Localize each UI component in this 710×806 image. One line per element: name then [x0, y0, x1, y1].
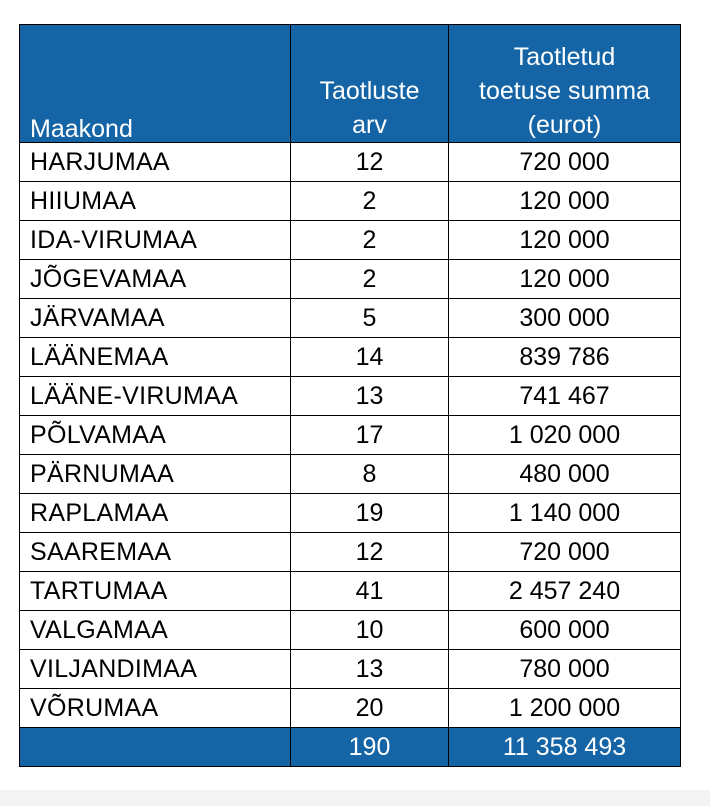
table-row: [20, 182, 681, 221]
county-cell: TARTUMAA: [20, 572, 291, 611]
applications-cell: 12: [291, 533, 449, 572]
table-row: [20, 611, 681, 650]
applications-cell: 41: [291, 572, 449, 611]
applications-cell: 19: [291, 494, 449, 533]
total-applications-cell: 190: [291, 728, 449, 767]
county-cell: IDA-VIRUMAA: [20, 221, 291, 260]
table-footer: [20, 728, 681, 767]
county-header-label: Maakond: [30, 115, 133, 143]
table-row: [20, 338, 681, 377]
county-cell: JÕGEVAMAA: [20, 260, 291, 299]
amount-cell: 120 000: [449, 182, 681, 221]
amount-cell: 480 000: [449, 455, 681, 494]
totals-row: [20, 728, 681, 767]
applications-header-line-2: arv: [352, 111, 387, 139]
amount-cell: 300 000: [449, 299, 681, 338]
amount-cell: 1 200 000: [449, 689, 681, 728]
county-cell: LÄÄNE-VIRUMAA: [20, 377, 291, 416]
amount-cell: 600 000: [449, 611, 681, 650]
county-cell: RAPLAMAA: [20, 494, 291, 533]
applications-cell: 2: [291, 260, 449, 299]
table-header: [20, 25, 681, 143]
amount-header-line-1: Taotletud: [513, 43, 616, 71]
amount-cell: 720 000: [449, 143, 681, 182]
amount-cell: 720 000: [449, 533, 681, 572]
applications-cell: 14: [291, 338, 449, 377]
table-row: [20, 572, 681, 611]
table-body: [20, 143, 681, 728]
table-row: [20, 689, 681, 728]
county-cell: HIIUMAA: [20, 182, 291, 221]
table-row: [20, 143, 681, 182]
amount-cell: 839 786: [449, 338, 681, 377]
amount-cell: 1 140 000: [449, 494, 681, 533]
totals-county-cell: [20, 728, 291, 767]
table-row: [20, 533, 681, 572]
amount-cell: 780 000: [449, 650, 681, 689]
table-row: [20, 650, 681, 689]
applications-cell: 5: [291, 299, 449, 338]
applications-cell: 10: [291, 611, 449, 650]
applications-cell: 17: [291, 416, 449, 455]
applications-cell: 13: [291, 650, 449, 689]
county-cell: PÄRNUMAA: [20, 455, 291, 494]
bottom-margin-strip: [0, 790, 710, 806]
header-row: [20, 25, 681, 143]
county-column-header: [20, 25, 291, 143]
county-cell: VÕRUMAA: [20, 689, 291, 728]
applications-cell: 12: [291, 143, 449, 182]
applications-header-line-1: Taotluste: [319, 77, 420, 105]
total-amount-cell: 11 358 493: [449, 728, 681, 767]
table-row: [20, 260, 681, 299]
amount-cell: 120 000: [449, 260, 681, 299]
county-cell: VILJANDIMAA: [20, 650, 291, 689]
applications-cell: 2: [291, 182, 449, 221]
table-row: [20, 299, 681, 338]
amount-cell: 2 457 240: [449, 572, 681, 611]
applications-cell: 2: [291, 221, 449, 260]
applications-cell: 13: [291, 377, 449, 416]
applications-cell: 8: [291, 455, 449, 494]
amount-column-header: [449, 25, 681, 143]
applications-cell: 20: [291, 689, 449, 728]
county-cell: VALGAMAA: [20, 611, 291, 650]
table-row: [20, 377, 681, 416]
county-cell: SAAREMAA: [20, 533, 291, 572]
county-cell: LÄÄNEMAA: [20, 338, 291, 377]
table-row: [20, 455, 681, 494]
amount-header-line-2: toetuse summa: [479, 77, 650, 105]
table-row: [20, 494, 681, 533]
county-grants-table: [19, 24, 681, 767]
amount-cell: 1 020 000: [449, 416, 681, 455]
table-row: [20, 221, 681, 260]
table-row: [20, 416, 681, 455]
county-cell: HARJUMAA: [20, 143, 291, 182]
county-cell: PÕLVAMAA: [20, 416, 291, 455]
county-cell: JÄRVAMAA: [20, 299, 291, 338]
applications-column-header: [291, 25, 449, 143]
amount-cell: 120 000: [449, 221, 681, 260]
amount-header-line-3: (eurot): [527, 111, 602, 139]
amount-cell: 741 467: [449, 377, 681, 416]
